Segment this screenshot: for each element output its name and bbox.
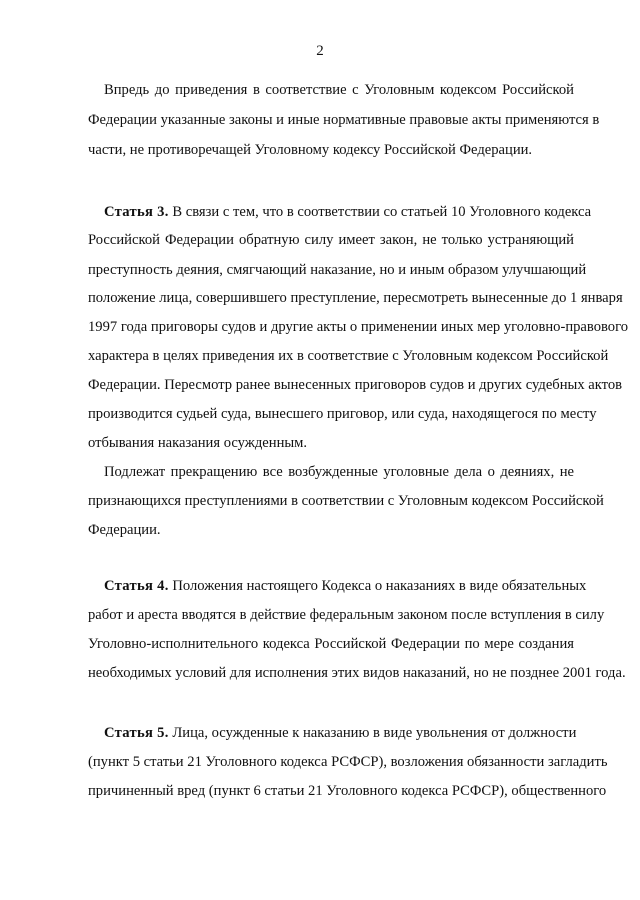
article-3-text: В связи с тем, что в соответствии со статьей 10 Уголовного кодекса xyxy=(172,204,592,220)
paragraph-line: 1997 года приговоры судов и другие акты о применении иных мер уголовно-правового xyxy=(88,319,629,335)
paragraph-line: характера в целях приведения их в соответствие с Уголовным кодексом Российской xyxy=(88,348,609,364)
paragraph-line: Подлежат прекращению все возбужденные уголовные дела о деяниях, не xyxy=(104,464,574,480)
paragraph-line: преступность деяния, смягчающий наказание, но и иным образом улучшающий xyxy=(88,262,587,278)
paragraph-line: части, не противоречащей Уголовному кодексу Российской Федерации. xyxy=(88,142,533,158)
article-5-first-line xyxy=(104,723,577,743)
paragraph-line: (пункт 5 статьи 21 Уголовного кодекса РСФСР), возложения обязанности загладить xyxy=(88,754,608,770)
paragraph-line: Федерации. Пересмотр ранее вынесенных приговоров судов и других судебных актов xyxy=(88,377,623,393)
article-5-heading: Статья 5. xyxy=(104,725,169,741)
paragraph-line: причиненный вред (пункт 6 статьи 21 Уголовного кодекса РСФСР), общественного xyxy=(88,783,607,799)
paragraph-line: Уголовно-исполнительного кодекса Российской Федерации по мере создания xyxy=(88,636,574,652)
paragraph-line: Российской Федерации обратную силу имеет закон, не только устраняющий xyxy=(88,232,574,248)
article-3-first-line xyxy=(104,202,592,222)
article-3-heading: Статья 3. xyxy=(104,204,169,220)
article-4-text: Положения настоящего Кодекса о наказаниях в виде обязательных xyxy=(172,578,587,594)
paragraph-line: Федерации. xyxy=(88,522,161,538)
paragraph-line: Впредь до приведения в соответствие с Уголовным кодексом Российской xyxy=(104,82,574,98)
article-4-first-line xyxy=(104,576,587,596)
paragraph-line: признающихся преступлениями в соответствии с Уголовным кодексом Российской xyxy=(88,493,604,509)
article-4-heading: Статья 4. xyxy=(104,578,169,594)
paragraph-line: отбывания наказания осужденным. xyxy=(88,435,308,451)
paragraph-line: положение лица, совершившего преступление, пересмотреть вынесенные до 1 января xyxy=(88,290,623,306)
page-number: 2 xyxy=(316,43,324,59)
paragraph-line: производится судьей суда, вынесшего приговор, или суда, находящегося по месту xyxy=(88,406,597,422)
paragraph-line: необходимых условий для исполнения этих видов наказаний, но не позднее 2001 года. xyxy=(88,665,626,681)
paragraph-line: работ и ареста вводятся в действие федеральным законом после вступления в силу xyxy=(88,607,605,623)
paragraph-line: Федерации указанные законы и иные нормативные правовые акты применяются в xyxy=(88,112,600,128)
article-5-text: Лица, осужденные к наказанию в виде увольнения от должности xyxy=(172,725,577,741)
